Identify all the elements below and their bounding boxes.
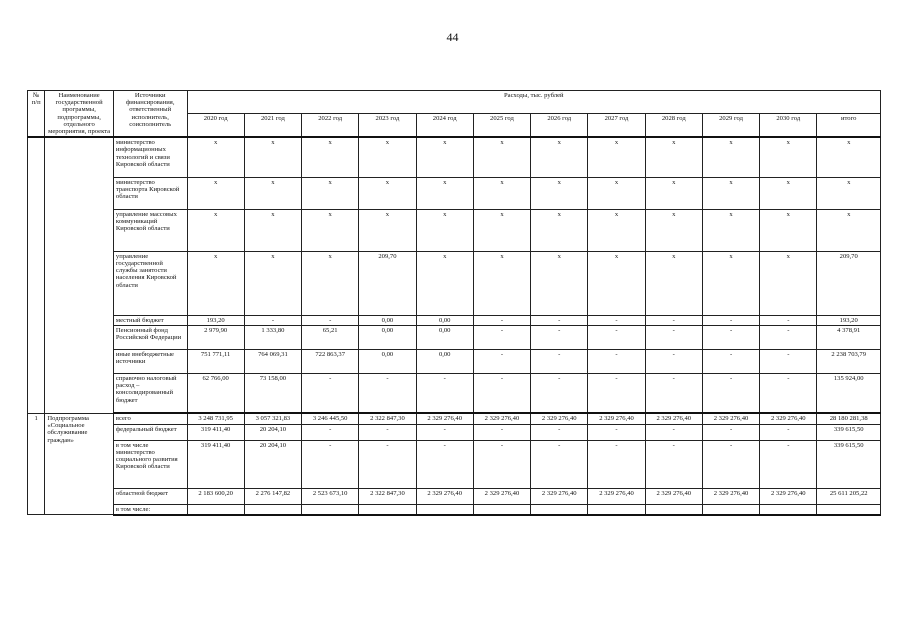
table-row: [28, 137, 881, 177]
row-value: х: [359, 209, 416, 251]
row-source: управление государственной службы занятости населения Кировской области: [113, 251, 187, 315]
row-value: х: [702, 251, 759, 315]
row-value: -: [531, 325, 588, 349]
row-value: -: [760, 349, 817, 373]
row-value: -: [760, 325, 817, 349]
row-value: х: [302, 251, 359, 315]
row-value: [359, 504, 416, 515]
row-value: -: [359, 440, 416, 488]
row-value: -: [588, 349, 645, 373]
table-row: [28, 315, 881, 325]
row-total: 4 378,91: [817, 325, 881, 349]
row-value: 2 329 276,40: [645, 488, 702, 504]
row-value: -: [588, 315, 645, 325]
row-value: 209,70: [359, 251, 416, 315]
row-value: х: [416, 137, 473, 177]
row-value: х: [588, 137, 645, 177]
header-year: 2025 год: [473, 113, 530, 137]
subprogram-num: 1: [28, 413, 45, 514]
row-value: -: [416, 440, 473, 488]
row-value: 0,00: [416, 315, 473, 325]
row-value: 20 204,10: [244, 424, 301, 440]
row-value: -: [531, 349, 588, 373]
row-total: х: [817, 209, 881, 251]
row-value: х: [588, 209, 645, 251]
row-value: -: [302, 315, 359, 325]
row-source: Пенсионный фонд Российской Федерации: [113, 325, 187, 349]
row-value: 2 329 276,40: [760, 413, 817, 424]
row-source: министерство транспорта Кировской области: [113, 177, 187, 209]
table-row: [28, 177, 881, 209]
row-value: -: [645, 325, 702, 349]
row-value: х: [187, 137, 244, 177]
row-value: -: [416, 373, 473, 413]
row-value: -: [588, 373, 645, 413]
row-value: -: [645, 315, 702, 325]
row-value: х: [760, 209, 817, 251]
row-value: х: [531, 209, 588, 251]
row-value: х: [416, 209, 473, 251]
row-value: [244, 504, 301, 515]
header-expenses-title: Расходы, тыс. рублей: [187, 91, 880, 114]
header-year: 2021 год: [244, 113, 301, 137]
row-value: -: [588, 424, 645, 440]
row-value: -: [702, 315, 759, 325]
row-value: х: [187, 177, 244, 209]
row-value: -: [531, 424, 588, 440]
row-value: 65,21: [302, 325, 359, 349]
row-value: [416, 504, 473, 515]
row-value: [531, 504, 588, 515]
row-value: 3 248 731,95: [187, 413, 244, 424]
row-source: местный бюджет: [113, 315, 187, 325]
row-value: 2 329 276,40: [760, 488, 817, 504]
row-value: 2 329 276,40: [702, 488, 759, 504]
row-total: 339 615,50: [817, 424, 881, 440]
row-value: х: [473, 177, 530, 209]
row-value: -: [359, 373, 416, 413]
row-source: министерство информационных технологий и связи Кировской области: [113, 137, 187, 177]
row-value: 193,20: [187, 315, 244, 325]
row-value: х: [645, 137, 702, 177]
table-row: [28, 488, 881, 504]
header-year: 2030 год: [760, 113, 817, 137]
row-value: -: [702, 373, 759, 413]
row-value: 20 204,10: [244, 440, 301, 488]
row-value: 2 322 847,30: [359, 413, 416, 424]
row-value: -: [473, 440, 530, 488]
row-value: -: [359, 424, 416, 440]
row-value: 73 158,00: [244, 373, 301, 413]
row-total: 193,20: [817, 315, 881, 325]
row-total: х: [817, 137, 881, 177]
header-year: 2024 год: [416, 113, 473, 137]
header-num: № п/п: [28, 91, 45, 138]
row-value: 2 329 276,40: [531, 413, 588, 424]
header-year: 2020 год: [187, 113, 244, 137]
row-value: х: [760, 137, 817, 177]
row-value: х: [645, 177, 702, 209]
row-value: 2 329 276,40: [702, 413, 759, 424]
row-value: 0,00: [359, 325, 416, 349]
row-value: [187, 504, 244, 515]
header-name: Наименование государственной программы, подпрограммы, отдельного мероприятия, проекта: [45, 91, 114, 138]
row-value: х: [244, 177, 301, 209]
table-row: [28, 325, 881, 349]
row-value: х: [473, 137, 530, 177]
row-value: -: [302, 440, 359, 488]
row-value: х: [187, 251, 244, 315]
row-value: х: [645, 251, 702, 315]
header-year: 2028 год: [645, 113, 702, 137]
subprogram-name: Подпрограмма «Социальное обслуживание граждан»: [45, 413, 114, 514]
table-row: [28, 209, 881, 251]
row-value: 62 766,00: [187, 373, 244, 413]
row-value: х: [244, 137, 301, 177]
row-value: 751 771,11: [187, 349, 244, 373]
row-source: управление массовых коммуникаций Кировской области: [113, 209, 187, 251]
row-value: 1 333,80: [244, 325, 301, 349]
row-value: 0,00: [416, 325, 473, 349]
row-value: х: [359, 137, 416, 177]
row-total: 209,70: [817, 251, 881, 315]
row-value: -: [302, 424, 359, 440]
row-total: х: [817, 177, 881, 209]
row-value: 722 863,37: [302, 349, 359, 373]
table-row: [28, 373, 881, 413]
row-value: -: [473, 325, 530, 349]
row-value: -: [760, 315, 817, 325]
row-value: х: [531, 137, 588, 177]
row-value: 0,00: [359, 315, 416, 325]
row-value: -: [760, 373, 817, 413]
row-value: -: [473, 373, 530, 413]
row-value: -: [473, 424, 530, 440]
row-source: в том числе министерство социального развития Кировской области: [113, 440, 187, 488]
row-source: иные внебюджетные источники: [113, 349, 187, 373]
row-value: -: [645, 424, 702, 440]
row-value: [702, 504, 759, 515]
row-value: -: [645, 373, 702, 413]
row-value: х: [244, 251, 301, 315]
row-value: 2 329 276,40: [416, 413, 473, 424]
row-total: [817, 504, 881, 515]
row-value: х: [702, 137, 759, 177]
row-source: справочно налоговый расход – консолидированный бюджет: [113, 373, 187, 413]
row-value: 2 276 147,82: [244, 488, 301, 504]
row-value: х: [760, 251, 817, 315]
row-value: 2 979,90: [187, 325, 244, 349]
row-value: -: [702, 325, 759, 349]
row-value: х: [531, 251, 588, 315]
row-total: 25 611 205,22: [817, 488, 881, 504]
row-value: х: [473, 251, 530, 315]
row-value: 2 329 276,40: [645, 413, 702, 424]
row-value: 0,00: [359, 349, 416, 373]
row-value: 2 329 276,40: [473, 413, 530, 424]
row-value: 764 069,31: [244, 349, 301, 373]
row-value: 2 329 276,40: [531, 488, 588, 504]
header-year: 2027 год: [588, 113, 645, 137]
row-value: 2 329 276,40: [588, 488, 645, 504]
row-value: -: [760, 424, 817, 440]
row-value: х: [760, 177, 817, 209]
row-source: в том числе:: [113, 504, 187, 515]
row-value: -: [416, 424, 473, 440]
row-value: х: [187, 209, 244, 251]
row-total: 135 924,00: [817, 373, 881, 413]
row-value: 0,00: [416, 349, 473, 373]
table-row: [28, 424, 881, 440]
row-value: -: [760, 440, 817, 488]
row-value: х: [588, 251, 645, 315]
row-value: 319 411,40: [187, 440, 244, 488]
row-value: -: [473, 349, 530, 373]
row-value: -: [645, 440, 702, 488]
header-sources: Источники финансирования, ответственный исполнитель, соисполнитель: [113, 91, 187, 138]
row-source: областной бюджет: [113, 488, 187, 504]
row-value: -: [531, 373, 588, 413]
row-total: 28 180 281,38: [817, 413, 881, 424]
row-value: 2 329 276,40: [416, 488, 473, 504]
row-value: -: [302, 373, 359, 413]
row-value: 2 329 276,40: [473, 488, 530, 504]
row-value: -: [531, 440, 588, 488]
row-value: х: [302, 209, 359, 251]
row-value: х: [416, 251, 473, 315]
row-value: [588, 504, 645, 515]
row-value: -: [702, 440, 759, 488]
row-value: х: [302, 137, 359, 177]
row-source: федеральный бюджет: [113, 424, 187, 440]
row-value: -: [473, 315, 530, 325]
row-value: -: [702, 349, 759, 373]
row-value: 2 329 276,40: [588, 413, 645, 424]
row-value: -: [588, 325, 645, 349]
header-year: 2026 год: [531, 113, 588, 137]
row-value: -: [531, 315, 588, 325]
row-value: [760, 504, 817, 515]
row-value: [645, 504, 702, 515]
row-value: 2 322 847,30: [359, 488, 416, 504]
row-value: х: [416, 177, 473, 209]
row-value: х: [702, 209, 759, 251]
row-value: -: [645, 349, 702, 373]
header-year: 2029 год: [702, 113, 759, 137]
row-value: х: [531, 177, 588, 209]
row-value: х: [244, 209, 301, 251]
page-number: 44: [446, 30, 459, 44]
row-value: 2 183 600,20: [187, 488, 244, 504]
row-value: -: [244, 315, 301, 325]
row-value: х: [302, 177, 359, 209]
table-row: [28, 504, 881, 515]
row-value: х: [588, 177, 645, 209]
budget-table: [27, 90, 881, 516]
table-row: [28, 251, 881, 315]
header-row: [28, 91, 881, 114]
row-value: х: [473, 209, 530, 251]
row-num-cell: [28, 137, 45, 413]
row-value: [302, 504, 359, 515]
row-total: 339 615,50: [817, 440, 881, 488]
row-value: -: [588, 440, 645, 488]
header-year: 2022 год: [302, 113, 359, 137]
table-row: [28, 440, 881, 488]
row-value: 3 057 321,83: [244, 413, 301, 424]
row-value: 3 246 445,50: [302, 413, 359, 424]
table-row: [28, 349, 881, 373]
header-year: 2023 год: [359, 113, 416, 137]
header-year-total: итого: [817, 113, 881, 137]
row-value: [473, 504, 530, 515]
row-value: х: [359, 177, 416, 209]
row-name-cell: [45, 137, 114, 413]
row-value: -: [702, 424, 759, 440]
row-source: всего: [113, 413, 187, 424]
table-row: [28, 413, 881, 424]
row-value: 319 411,40: [187, 424, 244, 440]
row-value: 2 523 673,10: [302, 488, 359, 504]
row-value: х: [645, 209, 702, 251]
row-value: х: [702, 177, 759, 209]
row-total: 2 238 703,79: [817, 349, 881, 373]
